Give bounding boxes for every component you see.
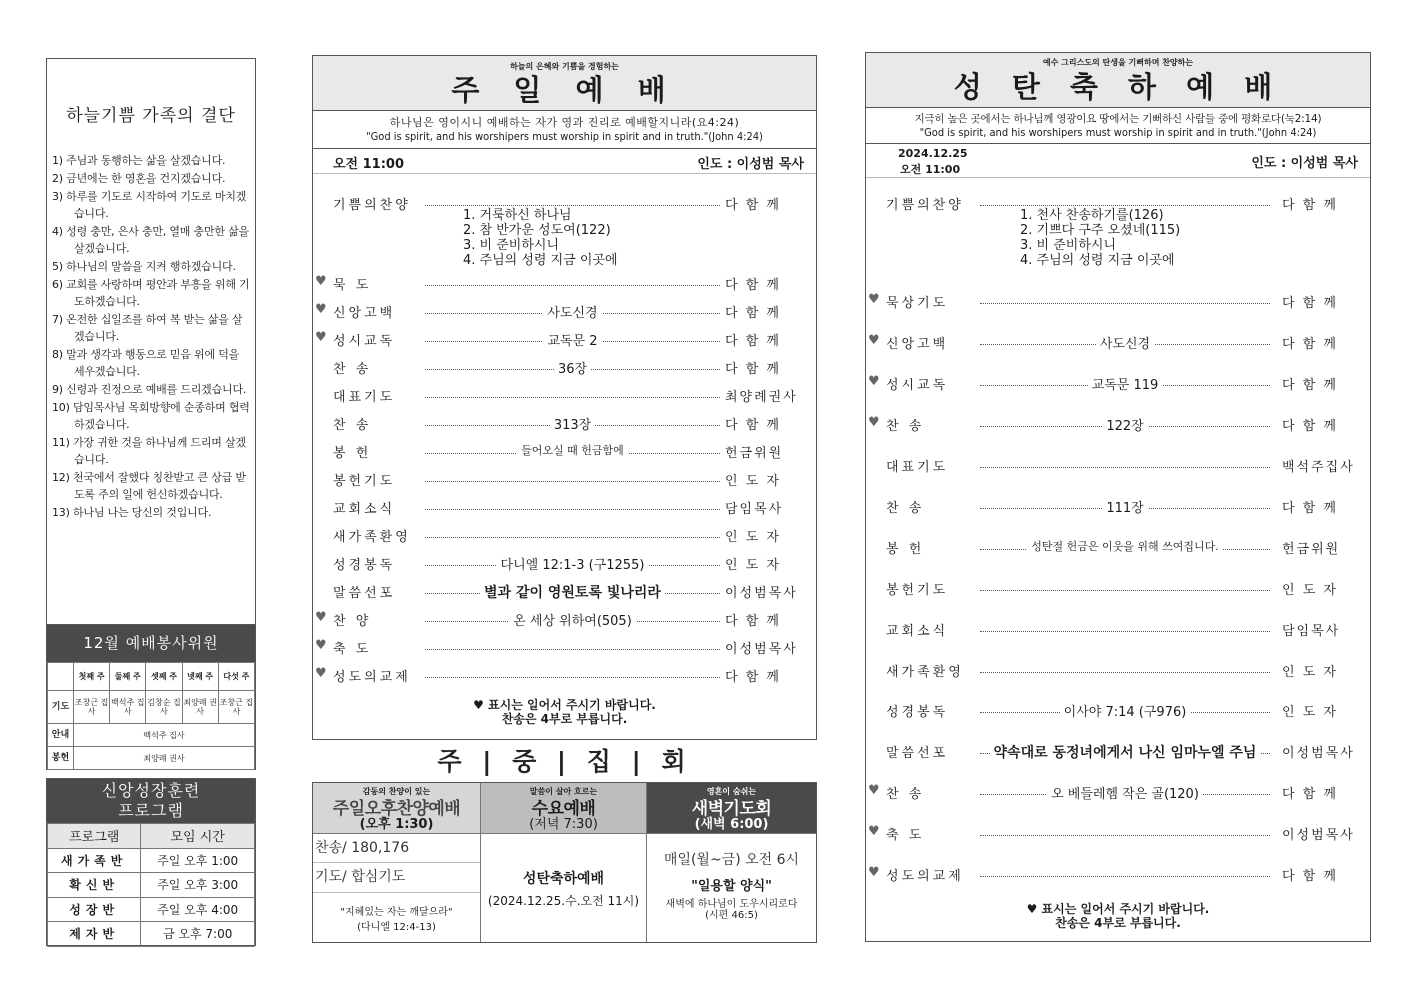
service-item-detail-text: 122장 — [1102, 419, 1147, 434]
resolution-item: 3) 하루를 기도로 시작하여 기도로 마치겠습니다. — [52, 190, 247, 220]
service-item-detail — [425, 330, 720, 349]
sunday-leader: 인도 : 이성범 목사 — [697, 157, 804, 172]
dawn-schedule: 매일(월~금) 오전 6시 — [663, 852, 800, 868]
service-item — [313, 554, 816, 572]
resolution-item: 4) 성령 충만, 은사 충만, 열매 충만한 삶을 살겠습니다. — [52, 225, 249, 255]
resolution-item: 11) 가장 귀한 것을 하나님께 드리며 살겠습니다. — [52, 436, 246, 466]
sunday-verse — [313, 111, 816, 149]
service-item-leader: 다 함 께 — [725, 198, 781, 213]
service-item-name: 찬 송 — [886, 419, 925, 434]
service-item — [866, 783, 1370, 801]
dotted-leader-line — [425, 481, 720, 482]
service-item-detail-text: 111장 — [1102, 501, 1147, 516]
time-col-header: 모임 시간 — [141, 824, 255, 849]
service-item-name: 축 도 — [886, 828, 925, 843]
service-item-detail-text: 사도신경 — [543, 306, 601, 321]
service-item-leader: 다 함 께 — [725, 362, 781, 377]
service-item-leader: 다 함 께 — [725, 278, 781, 293]
program-name: 새가족반 — [48, 848, 141, 873]
resolution-item: 10) 담임목사님 목회방향에 순종하며 협력하겠습니다. — [52, 401, 250, 431]
service-item-detail — [425, 554, 720, 573]
wednesday-service-column — [481, 783, 647, 942]
program-time: 주일 오후 4:00 — [141, 897, 255, 922]
wednesday-sub: 말씀이 살아 흐르는 — [529, 787, 598, 796]
service-item — [866, 538, 1370, 556]
prayer-cell: 조창근 집사 — [218, 691, 254, 724]
service-item — [313, 610, 816, 628]
sunday-time: 오전 11:00 — [333, 157, 405, 172]
service-item-leader: 다 함 께 — [1282, 337, 1338, 352]
christmas-leader: 인도 : 이성범 목사 — [1251, 156, 1358, 171]
dawn-title: 새벽기도회 — [691, 799, 772, 819]
service-item — [313, 582, 816, 600]
christmas-subtitle: 예수 그리스도의 탄생을 기뻐하며 찬양하는 — [1042, 58, 1194, 67]
training-program-box — [46, 778, 256, 946]
service-item-detail — [980, 333, 1270, 352]
dawn-header — [647, 783, 816, 834]
weekly-meetings-title: 주 | 중 | 집 | 회 — [437, 747, 692, 776]
service-item-name: 교회소식 — [333, 502, 396, 517]
table-row — [48, 897, 255, 922]
prayer-cell: 김창순 집사 — [146, 691, 182, 724]
christmas-verse-en: "God is spirit, and his worshipers must worship in spirit and in truth."(John 4:24) — [919, 126, 1317, 139]
service-item-leader: 인 도 자 — [1282, 665, 1338, 680]
service-item-leader: 인 도 자 — [725, 474, 781, 489]
service-item-leader: 이성범목사 — [725, 586, 798, 601]
service-item-name: 묵상기도 — [886, 296, 949, 311]
heart-icon: ♥ — [868, 374, 880, 389]
wednesday-title: 수요예배 — [531, 799, 596, 819]
wednesday-time: (저녁 7:30) — [529, 817, 598, 832]
service-item-detail — [980, 783, 1270, 802]
service-item-detail-text: 별과 같이 영원토록 빛나리라 — [480, 585, 665, 601]
service-item — [313, 330, 816, 348]
christmas-time-bar — [866, 144, 1370, 178]
resolution-item: 9) 신령과 진정으로 예배를 드리겠습니다. — [52, 383, 247, 396]
service-item-detail — [425, 358, 720, 377]
dawn-time: (새벽 6:00) — [694, 817, 769, 832]
service-item — [866, 497, 1370, 515]
service-item — [313, 386, 816, 404]
table-row — [48, 922, 255, 947]
christmas-date: 2024.12.25 — [898, 147, 968, 160]
dawn-verse: 새벽에 하나님이 도우시리로다 — [665, 899, 798, 910]
service-item-detail-text: 교독문 2 — [543, 334, 601, 349]
service-item-detail-text: 이사야 7:14 (구976) — [1060, 705, 1191, 720]
service-item — [313, 638, 816, 656]
praise-song: 4. 주님의 성령 지금 이곳에 — [463, 253, 618, 268]
servers-table — [47, 662, 255, 770]
service-item-detail — [980, 415, 1270, 434]
heart-icon: ♥ — [868, 333, 880, 348]
service-item-leader: 최양례권사 — [725, 390, 798, 405]
service-item-detail-text: 약속대로 동정녀에게서 나신 임마누엘 주님 — [990, 745, 1261, 761]
afternoon-sermon: "지혜있는 자는 깨달으라" — [340, 907, 453, 918]
dotted-leader-line — [425, 537, 720, 538]
service-item-detail — [980, 497, 1270, 516]
service-item-name: 대표기도 — [333, 390, 396, 405]
dotted-leader-line — [980, 835, 1270, 836]
service-item — [866, 579, 1370, 597]
family-resolution-box — [46, 58, 256, 625]
service-item-name: 성도의교제 — [333, 670, 411, 685]
service-item-leader: 다 함 께 — [1282, 198, 1338, 213]
offering-cell: 최양례 권사 — [74, 747, 255, 770]
resolution-item: 7) 온전한 십일조를 하여 복 받는 삶을 살겠습니다. — [52, 313, 243, 343]
program-name: 성장반 — [48, 897, 141, 922]
heart-icon: ♥ — [868, 415, 880, 430]
service-item-name: 묵 도 — [333, 278, 372, 293]
service-item-name: 찬 송 — [886, 787, 925, 802]
service-item-detail — [425, 610, 720, 629]
service-item — [866, 824, 1370, 842]
service-item-name: 찬 송 — [333, 418, 372, 433]
service-item-leader: 다 함 께 — [725, 614, 781, 629]
training-title — [47, 779, 255, 823]
service-item-detail-text: 사도신경 — [1096, 337, 1154, 352]
heart-icon: ♥ — [315, 302, 327, 317]
service-item-leader: 다 함 께 — [1282, 869, 1338, 884]
afternoon-service-column — [313, 783, 481, 942]
service-item — [313, 526, 816, 544]
service-item-leader: 헌금위원 — [725, 446, 784, 461]
resolution-item: 5) 하나님의 말씀을 지켜 행하겠습니다. — [52, 260, 236, 273]
program-time: 주일 오후 1:00 — [141, 848, 255, 873]
heart-icon: ♥ — [868, 865, 880, 880]
christmas-title: 성 탄 축 하 예 배 — [953, 70, 1283, 104]
service-item-detail — [425, 414, 720, 433]
sunday-subtitle: 하늘의 은혜와 기쁨을 경험하는 — [510, 62, 619, 71]
prayer-label: 기도 — [48, 691, 74, 724]
program-time: 금 오후 7:00 — [141, 922, 255, 947]
dotted-leader-line — [425, 397, 720, 398]
weekly-meetings-box — [312, 782, 817, 943]
service-item-leader: 헌금위원 — [1282, 542, 1341, 557]
training-title-text: 신앙성장훈련 프로그램 — [101, 781, 201, 820]
heart-icon: ♥ — [868, 292, 880, 307]
program-name: 제자반 — [48, 922, 141, 947]
wednesday-event: 성탄축하예배 — [522, 871, 605, 887]
service-item-leader: 다 함 께 — [725, 670, 781, 685]
heart-icon: ♥ — [868, 824, 880, 839]
praise-song: 3. 비 준비하시니 — [1020, 238, 1117, 253]
dotted-leader-line — [980, 672, 1270, 673]
prayer-cell: 백석주 집사 — [110, 691, 146, 724]
program-name: 확신반 — [48, 873, 141, 898]
service-item-name: 말씀선포 — [333, 586, 396, 601]
service-item-name: 성시교독 — [886, 378, 949, 393]
service-item-detail-text: 온 세상 위하여(505) — [509, 614, 636, 629]
prayer-cell: 조창근 집사 — [74, 691, 110, 724]
heart-icon: ♥ — [315, 610, 327, 625]
service-item-name: 봉헌기도 — [886, 583, 949, 598]
table-row — [48, 848, 255, 873]
wednesday-event-date: (2024.12.25.수.오전 11시) — [487, 894, 640, 908]
service-item — [866, 701, 1370, 719]
week-header: 첫째 주 — [74, 663, 110, 691]
service-item-detail — [980, 374, 1270, 393]
service-item — [313, 414, 816, 432]
service-item — [866, 292, 1370, 310]
service-item-leader: 다 함 께 — [1282, 378, 1338, 393]
sunday-verse-ko: 하나님은 영이시니 예배하는 자가 영과 진리로 예배할지니라(요4:24) — [389, 116, 740, 129]
service-item-leader: 이성범목사 — [1282, 746, 1355, 761]
christmas-order-of-service — [866, 178, 1370, 938]
service-item-leader: 인 도 자 — [725, 530, 781, 545]
service-item-name: 찬 양 — [333, 614, 372, 629]
service-item — [866, 620, 1370, 638]
week-header: 넷째 주 — [182, 663, 218, 691]
resolution-item: 6) 교회를 사랑하며 평안과 부흥을 위해 기도하겠습니다. — [52, 278, 250, 308]
service-item-name: 기쁨의찬양 — [333, 198, 411, 213]
offering-label: 봉헌 — [48, 747, 74, 770]
service-item-name: 봉 헌 — [333, 446, 372, 461]
service-item-detail — [980, 701, 1270, 720]
service-item — [866, 865, 1370, 883]
service-item-leader: 인 도 자 — [725, 558, 781, 573]
resolution-item: 12) 천국에서 잘했다 칭찬받고 큰 상급 받도록 주의 일에 헌신하겠습니다. — [52, 471, 246, 501]
service-item-name: 성도의교제 — [886, 869, 964, 884]
afternoon-header — [313, 783, 480, 834]
sunday-verse-en: "God is spirit, and his worshipers must worship in spirit and in truth."(John 4:24) — [366, 130, 763, 143]
heart-icon: ♥ — [315, 638, 327, 653]
afternoon-ref: (다니엘 12:4-13) — [357, 922, 436, 933]
service-item-name: 성경봉독 — [333, 558, 396, 573]
afternoon-sub: 감동의 찬양이 있는 — [362, 787, 431, 796]
afternoon-title: 주일오후찬양예배 — [332, 799, 461, 819]
sunday-time-bar — [313, 149, 816, 174]
standing-note: ♥ 표시는 일어서 주시기 바랍니다. — [473, 698, 656, 712]
afternoon-hymn: 찬송/ 180,176 — [313, 834, 480, 863]
service-item-name: 봉 헌 — [886, 542, 925, 557]
prayer-cell: 최양례 권사 — [182, 691, 218, 724]
service-item-detail-text: 들어오실 때 헌금함에 — [517, 444, 628, 457]
afternoon-time: (오후 1:30) — [359, 817, 434, 832]
praise-song: 1. 천사 찬송하기를(126) — [1020, 208, 1164, 223]
heart-icon: ♥ — [315, 666, 327, 681]
praise-song: 3. 비 준비하시니 — [463, 238, 560, 253]
service-item — [866, 333, 1370, 351]
service-item — [866, 374, 1370, 392]
service-item-leader: 다 함 께 — [725, 418, 781, 433]
dawn-ref: (시편 46:5) — [705, 910, 758, 921]
resolution-item: 2) 금년에는 한 영혼을 건지겠습니다. — [52, 172, 226, 185]
heart-icon: ♥ — [315, 274, 327, 289]
praise-song: 2. 참 반가운 성도여(122) — [463, 223, 611, 238]
service-item — [313, 302, 816, 320]
service-item-name: 새가족환영 — [886, 665, 964, 680]
service-item-name: 대표기도 — [886, 460, 949, 475]
dawn-theme: "일용할 양식" — [691, 879, 772, 894]
sunday-worship-panel — [312, 55, 817, 740]
christmas-worship-panel — [865, 52, 1371, 942]
service-item-leader: 다 함 께 — [1282, 787, 1338, 802]
service-item-name: 새가족환영 — [333, 530, 411, 545]
heart-icon: ♥ — [315, 330, 327, 345]
service-item-detail — [425, 442, 720, 458]
service-item-leader: 다 함 께 — [725, 306, 781, 321]
guide-label: 안내 — [48, 724, 74, 747]
christmas-verse-ko: 지극히 높은 곳에서는 하나님께 영광이요 땅에서는 기뻐하신 사람들 중에 평화로다(눅2:14) — [914, 113, 1322, 125]
praise-song: 1. 거룩하신 하나님 — [463, 208, 572, 223]
service-item-detail — [980, 538, 1270, 554]
service-item-leader: 담임목사 — [1282, 624, 1341, 639]
dotted-leader-line — [425, 649, 720, 650]
program-time: 주일 오후 3:00 — [141, 873, 255, 898]
resolution-item: 13) 하나님 나는 당신의 것입니다. — [52, 506, 212, 519]
dawn-prayer-column — [647, 783, 816, 942]
service-item — [313, 470, 816, 488]
service-item-name: 성시교독 — [333, 334, 396, 349]
service-item — [313, 498, 816, 516]
week-header: 둘째 주 — [110, 663, 146, 691]
corner-cell — [48, 663, 74, 691]
service-item-detail-text: 36장 — [554, 362, 591, 377]
service-item-leader: 다 함 께 — [1282, 296, 1338, 311]
christmas-time: 오전 11:00 — [900, 163, 961, 176]
dotted-leader-line — [980, 876, 1270, 877]
service-item-name: 찬 송 — [333, 362, 372, 377]
service-item-detail-text: 313장 — [550, 418, 595, 433]
service-item — [866, 742, 1370, 760]
service-volunteers-box — [46, 624, 256, 770]
standing-note: ♥ 표시는 일어서 주시기 바랍니다. — [1026, 902, 1210, 916]
resolution-item: 1) 주님과 동행하는 삶을 살겠습니다. — [52, 154, 226, 167]
dotted-leader-line — [980, 303, 1270, 304]
service-item-leader: 이성범목사 — [1282, 828, 1355, 843]
praise-song-list — [463, 208, 618, 268]
table-row — [48, 873, 255, 898]
week-header: 셋째 주 — [146, 663, 182, 691]
service-item-leader: 다 함 께 — [725, 334, 781, 349]
service-item — [313, 358, 816, 376]
service-item — [313, 442, 816, 460]
service-item-name: 신앙고백 — [333, 306, 396, 321]
service-item-name: 교회소식 — [886, 624, 949, 639]
dotted-leader-line — [425, 509, 720, 510]
guide-cell: 백석주 집사 — [74, 724, 255, 747]
program-col-header: 프로그램 — [48, 824, 141, 849]
service-item-leader: 다 함 께 — [1282, 419, 1338, 434]
dotted-leader-line — [980, 467, 1270, 468]
service-item-detail — [425, 302, 720, 321]
service-item — [313, 666, 816, 684]
service-item-detail — [980, 742, 1270, 762]
dotted-leader-line — [980, 590, 1270, 591]
dotted-leader-line — [425, 285, 720, 286]
service-item — [866, 415, 1370, 433]
resolution-item: 8) 말과 생각과 행동으로 믿음 위에 덕을 세우겠습니다. — [52, 348, 240, 378]
dawn-sub: 영혼이 숨쉬는 — [706, 787, 757, 796]
service-item — [313, 274, 816, 292]
service-item-leader: 인 도 자 — [1282, 583, 1338, 598]
praise-song-list — [1020, 208, 1180, 268]
service-item-name: 기쁨의찬양 — [886, 198, 964, 213]
hymn-note: 찬송은 4부로 부릅니다. — [1055, 916, 1181, 930]
hymn-note: 찬송은 4부로 부릅니다. — [501, 712, 628, 726]
training-table — [47, 823, 255, 947]
service-item-detail-text: 교독문 119 — [1088, 378, 1163, 393]
service-item-leader: 인 도 자 — [1282, 705, 1338, 720]
dotted-leader-line — [980, 205, 1270, 206]
service-item-detail — [425, 582, 720, 602]
afternoon-prayer: 기도/ 합심기도 — [313, 863, 480, 893]
service-item-leader: 담임목사 — [725, 502, 784, 517]
sunday-banner — [313, 56, 816, 111]
service-item-leader: 백석주집사 — [1282, 460, 1355, 475]
service-item — [866, 456, 1370, 474]
servers-title: 12월 예배봉사위원 — [47, 625, 255, 662]
service-item-name: 성경봉독 — [886, 705, 949, 720]
service-item-detail-text: 다니엘 12:1-3 (구1255) — [497, 558, 649, 573]
service-item-leader: 이성범목사 — [725, 642, 798, 657]
service-item-leader: 다 함 께 — [1282, 501, 1338, 516]
dotted-leader-line — [980, 631, 1270, 632]
heart-icon: ♥ — [868, 783, 880, 798]
sunday-title: 주 일 예 배 — [451, 73, 678, 107]
dotted-leader-line — [425, 677, 720, 678]
sunday-order-of-service — [313, 174, 816, 734]
service-item-name: 말씀선포 — [886, 746, 949, 761]
service-item-name: 축 도 — [333, 642, 372, 657]
praise-song: 4. 주님의 성령 지금 이곳에 — [1020, 253, 1175, 268]
wednesday-header — [481, 783, 646, 834]
resolution-title: 하늘기쁨 가족의 결단 — [66, 106, 236, 126]
service-item-name: 찬 송 — [886, 501, 925, 516]
christmas-verse — [866, 108, 1370, 144]
resolution-list — [47, 152, 255, 521]
praise-song: 2. 기쁘다 구주 오셨네(115) — [1020, 223, 1181, 238]
service-item — [866, 661, 1370, 679]
week-header: 다섯 주 — [218, 663, 254, 691]
service-item-name: 봉헌기도 — [333, 474, 396, 489]
dotted-leader-line — [425, 205, 720, 206]
christmas-banner — [866, 53, 1370, 108]
service-item-detail-text: 오 베들레헴 작은 골(120) — [1047, 787, 1203, 802]
service-item-name: 신앙고백 — [886, 337, 949, 352]
service-item-detail-text: 성탄절 헌금은 이웃을 위해 쓰여집니다. — [1027, 540, 1223, 553]
